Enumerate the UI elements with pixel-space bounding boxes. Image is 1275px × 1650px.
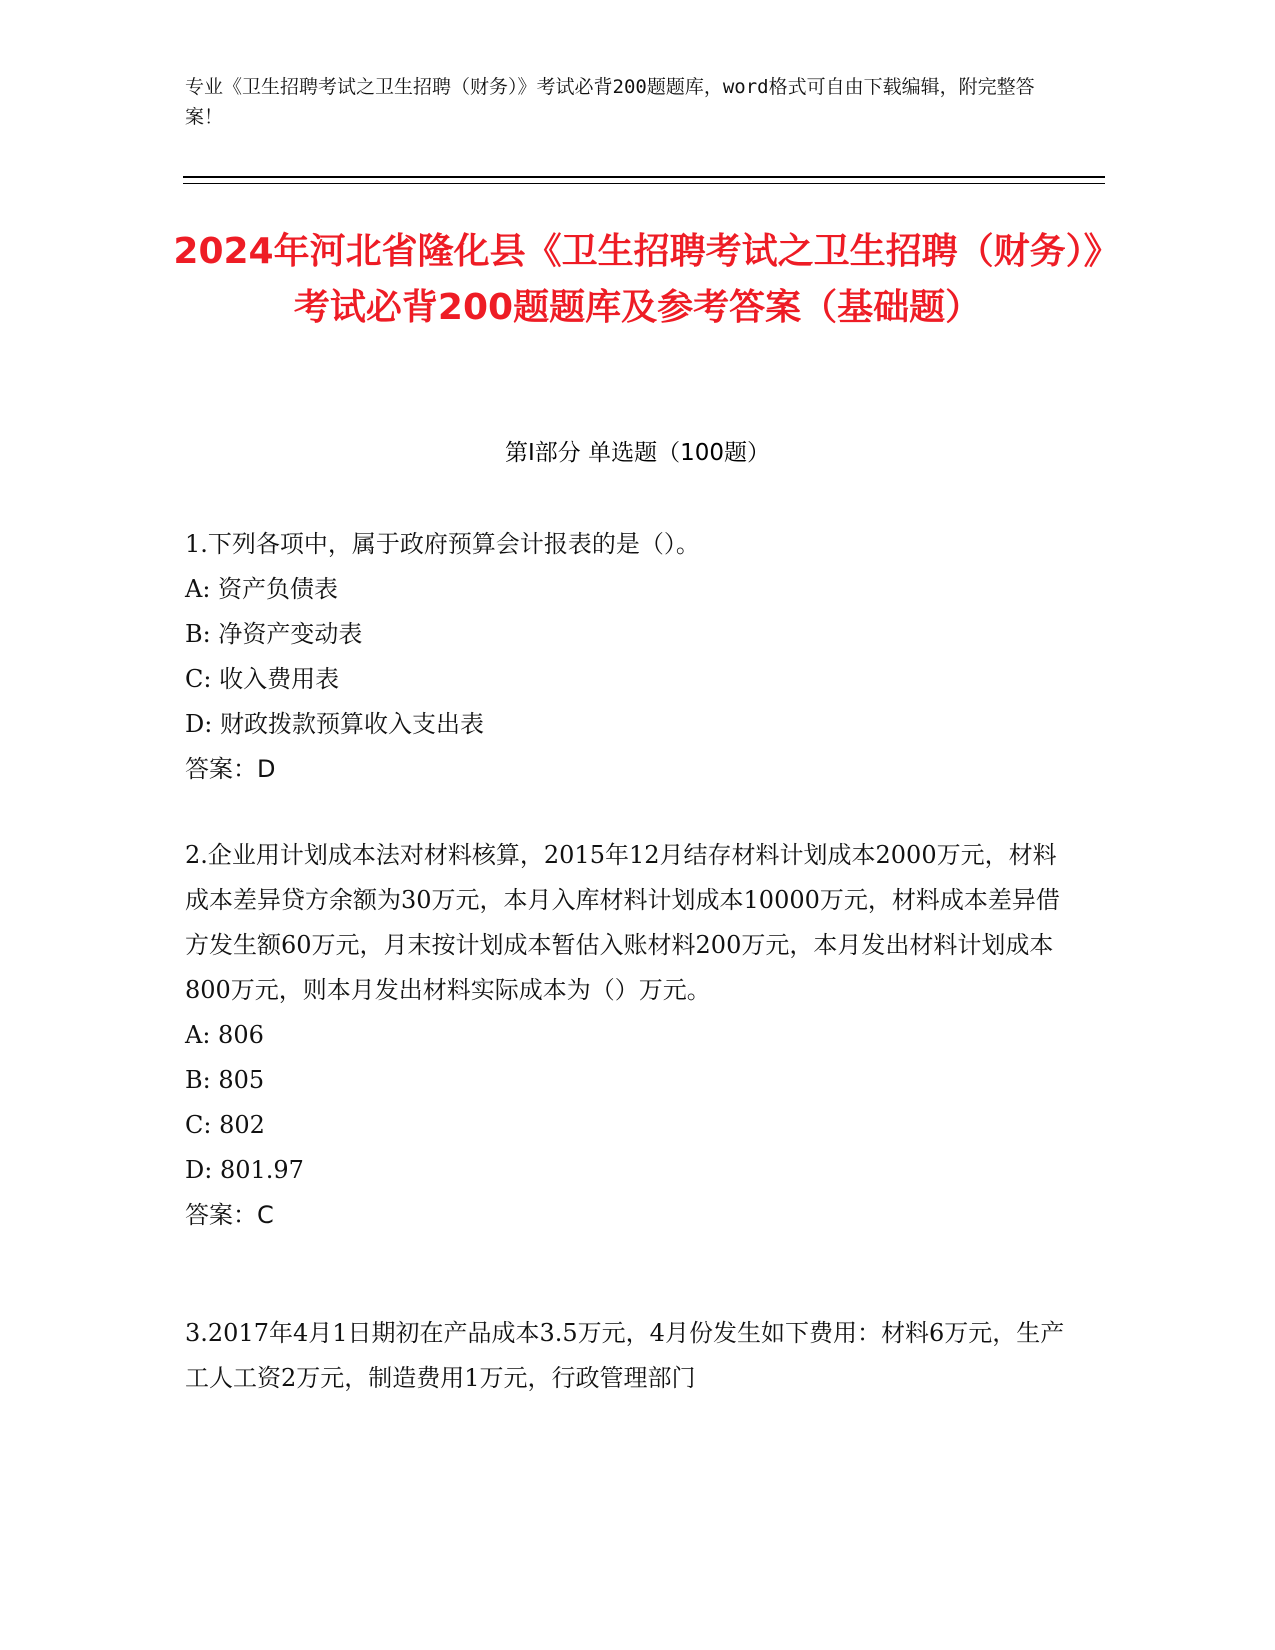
option-d: D: 801.97 — [185, 1156, 304, 1184]
option-c: C: 802 — [185, 1111, 265, 1139]
answer-line: 答案：D — [185, 755, 276, 783]
document-title: 2024年河北省隆化县《卫生招聘考试之卫生招聘（财务）》考试必背200题题库及参考答案（基础题） — [173, 231, 1102, 328]
question-stem: 1.下列各项中，属于政府预算会计报表的是（）。 — [185, 530, 700, 558]
option-d: D: 财政拨款预算收入支出表 — [185, 710, 484, 738]
question-block — [185, 1311, 1065, 1401]
option-b: B: 净资产变动表 — [185, 620, 363, 648]
header-divider-thick — [183, 176, 1105, 178]
header-divider-thin — [183, 183, 1105, 184]
option-a: A: 资产负债表 — [185, 575, 339, 603]
question-stem: 2.企业用计划成本法对材料核算，2015年12月结存材料计划成本2000万元，材料成本差异贷方余额为30万元，本月入库材料计划成本10000万元，材料成本差异借方发生额60万元，月末按计划成本暂估入账材料200万元，本月发出材料计划成本800万元，则本月发出材料实际成本为（）万元。 — [185, 841, 1060, 1004]
section-heading: 第I部分 单选题（100题） — [505, 440, 770, 466]
answer-line: 答案：C — [185, 1201, 274, 1229]
question-stem: 3.2017年4月1日期初在产品成本3.5万元，4月份发生如下费用：材料6万元，生产工人工资2万元，制造费用1万元，行政管理部门 — [185, 1319, 1065, 1392]
option-b: B: 805 — [185, 1066, 265, 1094]
question-block — [185, 522, 1065, 792]
option-a: A: 806 — [185, 1021, 264, 1049]
question-block — [185, 833, 1065, 1238]
option-c: C: 收入费用表 — [185, 665, 340, 693]
header-note: 专业《卫生招聘考试之卫生招聘（财务）》考试必背200题题库，word格式可自由下载编辑，附完整答案！ — [185, 76, 1035, 128]
